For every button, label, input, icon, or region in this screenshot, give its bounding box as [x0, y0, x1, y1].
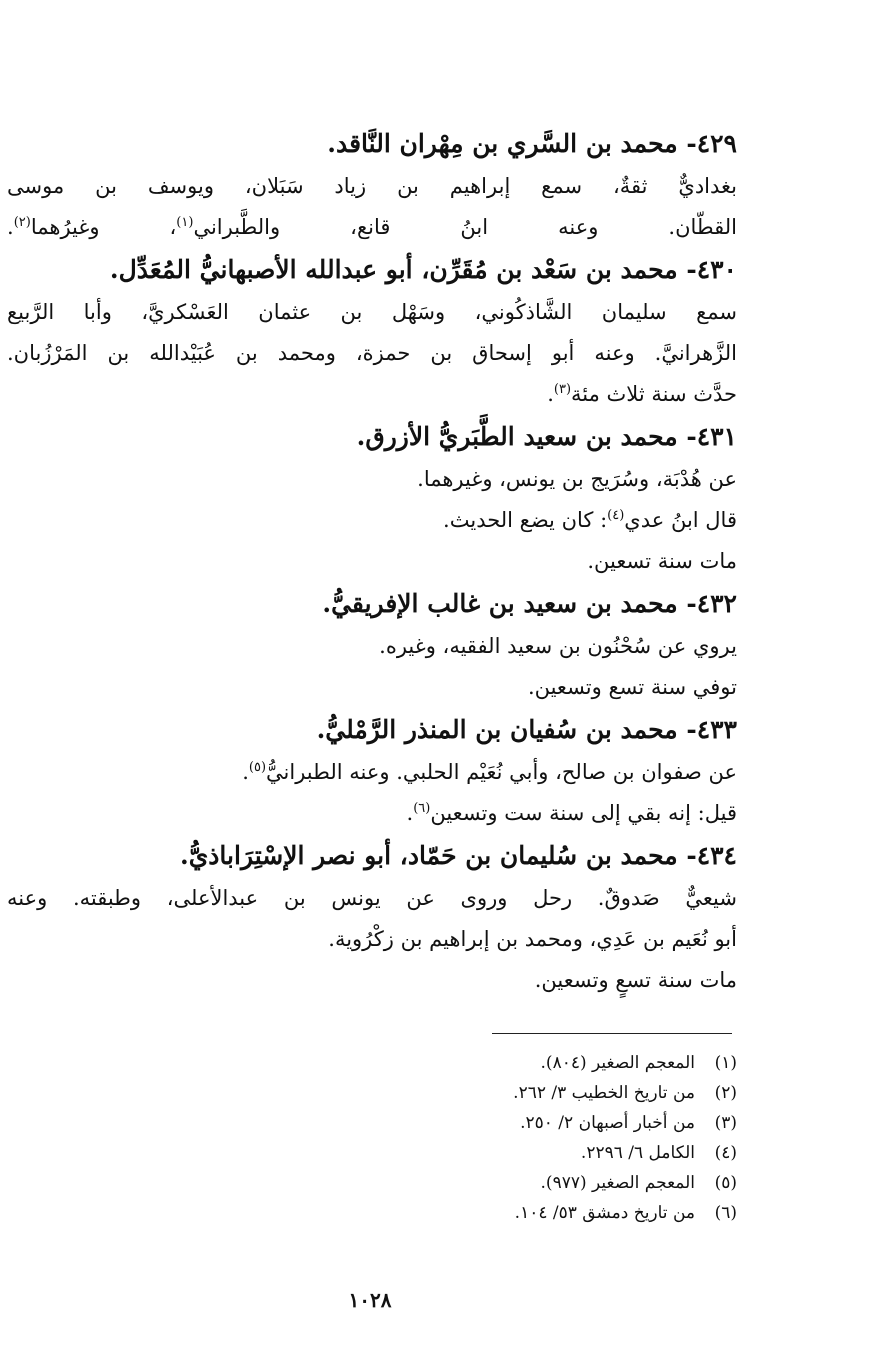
footnote-text: من أخبار أصبهان ٢/ ٢٥٠. [520, 1113, 695, 1133]
entry-text-segment: القطّان. وعنه ابنُ قانع، والطَّبراني [193, 215, 737, 239]
entry-text-segment: قال ابنُ عدي [624, 508, 737, 532]
footnote-ref[interactable]: (٤) [607, 508, 625, 523]
entry-text-line: الزَّهرانيَّ. وعنه أبو إسحاق بن حمزة، ومحمد بن عُبَيْدالله بن المَرْزُبان. [7, 341, 737, 365]
entry-text-line: شيعيٌّ صَدوقٌ. رحل وروى عن يونس بن عبدالأعلى، وطبقته. وعنه [7, 886, 737, 910]
footnote-text: من تاريخ دمشق ٥٣/ ١٠٤. [514, 1203, 695, 1223]
entry-429 [7, 122, 737, 248]
page-number: ١٠٢٨ [348, 1288, 392, 1312]
footnote-ref[interactable]: (٦) [413, 801, 431, 816]
entry-text-line: توفي سنة تسع وتسعين. [527, 675, 737, 699]
footnote-number: (٦) [714, 1203, 737, 1223]
footnote [337, 1168, 737, 1198]
footnote-ref[interactable]: (١) [176, 215, 194, 230]
entry-text-segment: قيل: إنه بقي إلى سنة ست وتسعين [430, 801, 737, 825]
entry-heading: ٤٢٩- محمد بن السَّري بن مِهْران النَّاقد. [327, 129, 737, 158]
footnote [337, 1108, 737, 1138]
entry-text-line [7, 207, 737, 248]
entry-text-segment: ، وغيرُهما [30, 215, 177, 239]
footnote-divider [492, 1033, 732, 1034]
entry-text-segment: . [547, 382, 554, 406]
entry-434 [7, 834, 737, 1001]
entry-text-line: عن هُدْبَة، وسُرَيج بن يونس، وغيرهما. [417, 467, 737, 491]
footnote-ref[interactable]: (٢) [13, 215, 31, 230]
entry-heading: ٤٣٣- محمد بن سُفيان بن المنذر الرَّمْليُّ. [316, 715, 737, 744]
footnote-text: المعجم الصغير (٩٧٧). [540, 1173, 695, 1193]
entry-text-segment: . [242, 760, 249, 784]
entry-text-line [97, 374, 737, 415]
entry-text-line: يروي عن سُحْنُون بن سعيد الفقيه، وغيره. [379, 634, 737, 658]
entry-text-segment: . [406, 801, 414, 825]
footnote [337, 1078, 737, 1108]
footnote-number: (٤) [714, 1143, 737, 1163]
entry-433 [97, 708, 737, 834]
entries-list [7, 122, 737, 1001]
entry-text-segment: : كان يضع الحديث. [443, 508, 608, 532]
entry-text-line: مات سنة تسعين. [587, 549, 737, 573]
entry-heading: ٤٣٠- محمد بن سَعْد بن مُقَرِّن، أبو عبدالله الأصبهانيُّ المُعَدِّل. [109, 255, 737, 284]
entry-text-line: مات سنة تسعٍ وتسعين. [534, 968, 737, 992]
entry-heading: ٤٣٢- محمد بن سعيد بن غالب الإفريقيُّ. [322, 589, 737, 618]
footnote [337, 1198, 737, 1228]
footnote [337, 1048, 737, 1078]
entry-432 [97, 582, 737, 708]
entry-431 [97, 415, 737, 582]
entry-heading: ٤٣١- محمد بن سعيد الطَّبَريُّ الأزرق. [356, 422, 737, 451]
footnote [337, 1138, 737, 1168]
footnote-text: المعجم الصغير (٨٠٤). [540, 1053, 695, 1073]
footnote-ref[interactable]: (٥) [248, 760, 267, 775]
footnote-ref[interactable]: (٣) [553, 382, 572, 397]
entry-text-segment: . [7, 215, 14, 239]
footnote-number: (٢) [714, 1083, 737, 1103]
entry-text-line: سمع سليمان الشَّاذكُوني، وسَهْل بن عثمان العَسْكريَّ، وأبا الرَّبيع [7, 300, 737, 324]
entry-text-line [97, 500, 737, 541]
entry-text-line: بغداديٌّ ثقةٌ، سمع إبراهيم بن زياد سَبَلان، ويوسف بن موسى [7, 174, 737, 198]
entry-text-segment: عن صفوان بن صالح، وأبي نُعَيْم الحلبي. وعنه الطبرانيُّ [266, 760, 737, 784]
entry-430 [7, 248, 737, 415]
footnote-number: (٣) [714, 1113, 737, 1133]
footnote-text: من تاريخ الخطيب ٣/ ٢٦٢. [513, 1083, 695, 1103]
entry-text-line: أبو نُعَيم بن عَدِي، ومحمد بن إبراهيم بن زكْرُوية. [328, 927, 737, 951]
footnote-text: الكامل ٦/ ٢٢٩٦. [580, 1143, 695, 1163]
entry-text-line [97, 793, 737, 834]
footnote-number: (٥) [714, 1173, 737, 1193]
entry-text-segment: حدَّث سنة ثلاث مئة [571, 382, 737, 406]
entry-text-line [97, 752, 737, 793]
footnotes-list [337, 1048, 737, 1228]
footnote-number: (١) [714, 1053, 737, 1073]
entry-heading: ٤٣٤- محمد بن سُليمان بن حَمّاد، أبو نصر الإسْتِرَاباذيُّ. [180, 841, 737, 870]
